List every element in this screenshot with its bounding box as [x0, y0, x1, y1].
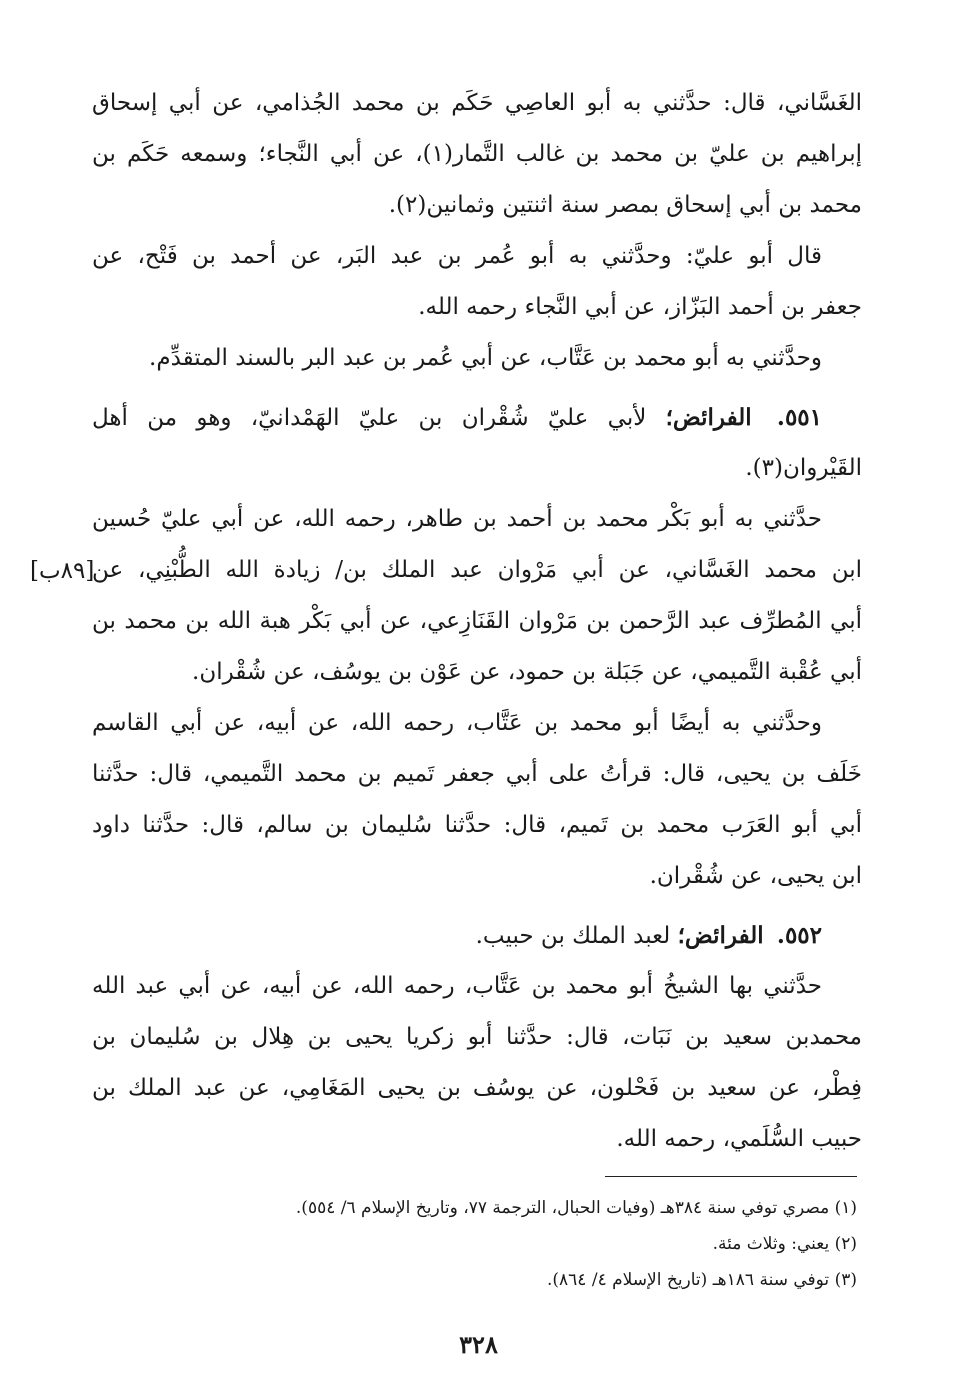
footnote-2: (٢) يعني: وثلاث مئة. [712, 1234, 857, 1254]
text-line: القَيْروان(٣). [745, 455, 862, 481]
entry-title: الفرائض؛ [665, 404, 752, 431]
text-line: محمدبن سعيد بن نَبَات، قال: حدَّثنا أبو زكريا يحيى بن هِلال بن سُليمان بن [92, 1024, 862, 1050]
text-line: ابن يحيى، عن شُقْران. [649, 863, 862, 889]
text-line: محمد بن أبي إسحاق بمصر سنة اثنتين وثمانين(٢). [388, 192, 862, 218]
text-line: أبي عُقْبة التَّميمي، عن جَبَلة بن حمود، عن عَوْن بن يوسُف، عن شُقْران. [192, 659, 862, 685]
text-line: خَلَف بن يحيى، قال: قرأتُ على أبي جعفر تَميم بن محمد التَّميمي، قال: حدَّثنا [92, 761, 862, 787]
text-line: وحدَّثني به أبو محمد بن عَتَّاب، عن أبي عُمر بن عبد البر بالسند المتقدِّم. [149, 345, 822, 371]
text-line: إبراهيم بن عليّ بن محمد بن غالب التَّمار(١)، عن أبي النَّجاء؛ وسمعه حَكَم بن [92, 141, 862, 167]
manuscript-folio-marker: [٨٩ب] [30, 558, 95, 584]
entry-title: الفرائض؛ [677, 922, 764, 949]
entry-description: لعبد الملك بن حبيب. [475, 923, 671, 949]
entry-heading-551 [92, 392, 862, 443]
footnotes [157, 1190, 857, 1298]
text-line: وحدَّثني به أيضًا أبو محمد بن عَتَّاب، رحمه الله، عن أبيه، عن أبي القاسم [92, 710, 822, 736]
text-line: حبيب السُّلَمي، رحمه الله. [616, 1126, 862, 1152]
text-line: حدَّثني به أبو بَكْر محمد بن أحمد بن طاهر، رحمه الله، عن أبي عليّ حُسين [92, 506, 822, 532]
entry-number: ٥٥١. [776, 404, 822, 431]
entry-number: ٥٥٢. [776, 922, 822, 949]
entry-description: لأبي عليّ شُقْران بن عليّ الهَمْدانيّ، وهو من أهل [92, 405, 647, 431]
footnote-1: (١) مصري توفي سنة ٣٨٤هـ (وفيات الحبال، الترجمة ٧٧، وتاريخ الإسلام ٦/ ٥٥٤). [295, 1198, 857, 1218]
footnote-divider [605, 1176, 857, 1177]
text-line: فِطْر، عن سعيد بن فَحْلون، عن يوسُف بن يحيى المَغَامِي، عن عبد الملك بن [92, 1075, 862, 1101]
text-line: أبي أبو العَرَب محمد بن تَميم، قال: حدَّثنا سُليمان بن سالم، قال: حدَّثنا داود [92, 812, 862, 838]
footnote-3: (٣) توفي سنة ١٨٦هـ (تاريخ الإسلام ٤/ ٨٦٤). [546, 1270, 857, 1290]
text-line: جعفر بن أحمد البَزّاز، عن أبي النَّجاء رحمه الله. [418, 294, 862, 320]
text-line: الغَسَّاني، قال: حدَّثني به أبو العاصِي حَكَم بن محمد الجُذامي، عن أبي إسحاق [92, 90, 862, 116]
entry-heading-552 [92, 910, 862, 961]
text-line: أبي المُطرِّف عبد الرَّحمن بن مَرْوان القَنَازِعي، عن أبي بَكْر هبة الله بن محمد بن [92, 608, 862, 634]
main-text [92, 78, 862, 1165]
text-line: قال أبو عليّ: وحدَّثني به أبو عُمر بن عبد البَر، عن أحمد بن فَتْح، عن [92, 243, 822, 269]
page-number: ٣٢٨ [459, 1330, 498, 1359]
text-line: حدَّثني بها الشيخُ أبو محمد بن عَتَّاب، رحمه الله، عن أبيه، عن أبي عبد الله [92, 973, 822, 999]
text-line: ابن محمد الغَسَّاني، عن أبي مَرْوان عبد الملك بن/ زيادة الله الطُّبْنِي، عن [92, 557, 862, 583]
